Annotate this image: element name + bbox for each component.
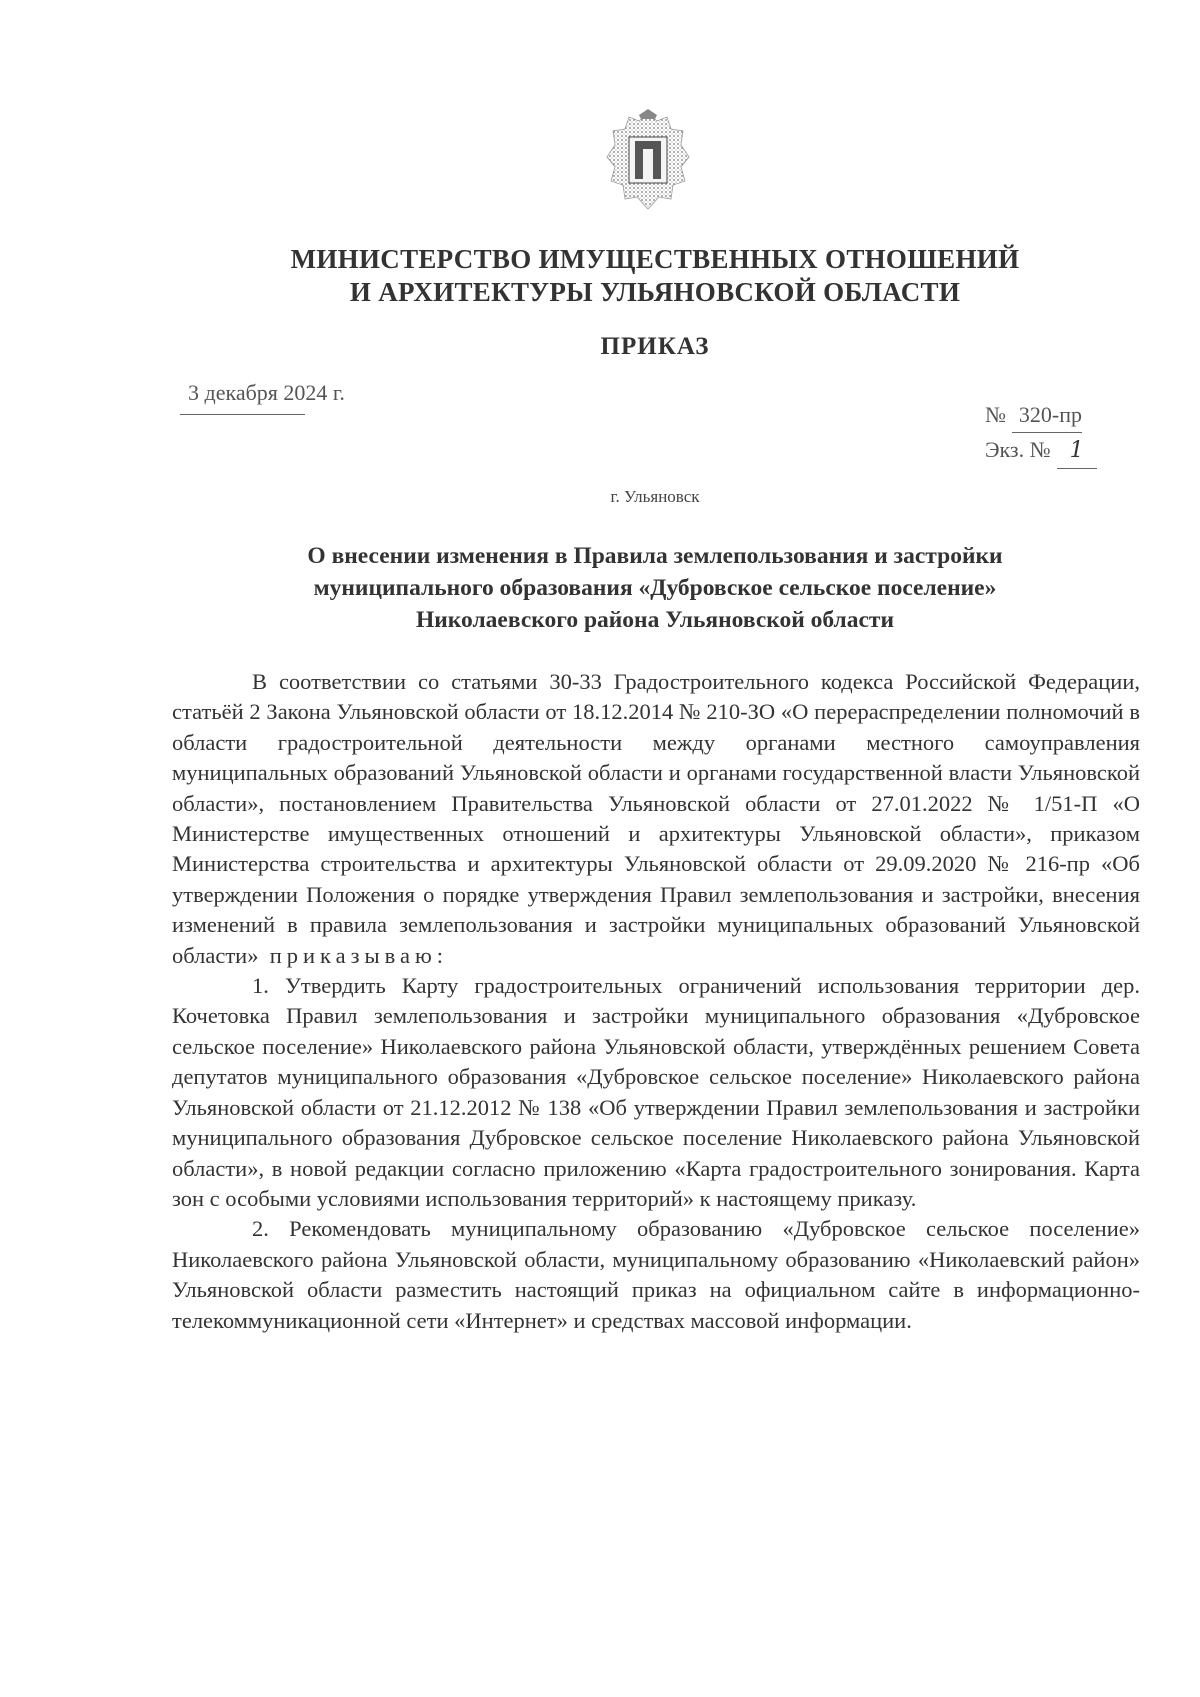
copy-label: Экз. № [985, 437, 1051, 462]
item-2-paragraph: 2. Рекомендовать муниципальному образованию «Дубровское сельское поселение» Николаевского района Ульяновской области, муниципальному образованию «Николаевский район» Ульяновской области разместить настоящий приказ на официальном сайте в информационно-телекоммуникационной сети «Интернет» и средствах массовой информации. [172, 1216, 1140, 1333]
preamble-text: В соответствии со статьями 30-33 Градостроительного кодекса Российской Федерации, статьёй 2 Закона Ульяновской области от 18.12.2014 № 210-ЗО «О перераспределении полномочий в области градостроительной деятельности между органами местного самоуправления муниципальных образований Ульяновской области и органами государственной власти Ульяновской области», постановлением Правительства Ульяновской области от 27.01.2022 № 1/51-П «О Министерстве имущественных отношений и архитектуры Ульяновской области», приказом Министерства строительства и архитектуры Ульяновской области от 29.09.2020 № 216-пр «Об утверждении Положения о порядке утверждения Правил землепользования и застройки, внесения изменений в правила землепользования и застройки муниципальных образований Ульяновской области» [172, 669, 1140, 968]
item-1-paragraph: 1. Утвердить Карту градостроительных ограничений использования территории дер. Кочетовка Правил землепользования и застройки муниципального образования «Дубровское сельское поселение» Николаевского района Ульяновской области, утверждённых решением Совета депутатов муниципального образования «Дубровское сельское поселение» Николаевского района Ульяновской области от 21.12.2012 № 138 «Об утверждении Правил землепользования и застройки муниципального образования Дубровское сельское поселение Николаевского района Ульяновской области», в новой редакции согласно приложению «Карта градостроительного зонирования. Карта зон с особыми условиями использования территорий» к настоящему приказу. [172, 973, 1140, 1211]
organization-name [160, 243, 1150, 309]
organization-line-2: И АРХИТЕКТУРЫ УЛЬЯНОВСКОЙ ОБЛАСТИ [349, 277, 961, 307]
document-title [160, 540, 1150, 636]
preamble-paragraph [172, 667, 1140, 971]
date-underline [180, 414, 305, 415]
document-body [172, 667, 1140, 1336]
title-line-3: Николаевского района Ульяновской области [415, 607, 895, 633]
document-number-block [985, 398, 1097, 469]
document-date: 3 декабря 2024 г. [188, 380, 345, 405]
document-type: ПРИКАЗ [600, 333, 710, 360]
title-line-1: О внесении изменения в Правила землепользования и застройки [307, 543, 1003, 569]
number-label: № [985, 402, 1006, 427]
coat-of-arms-icon [605, 107, 691, 215]
copy-number: 1 [1057, 434, 1097, 469]
city: г. Ульяновск [610, 487, 700, 506]
copy-row [985, 433, 1097, 469]
organization-line-1: МИНИСТЕРСТВО ИМУЩЕСТВЕННЫХ ОТНОШЕНИЙ [290, 244, 1020, 274]
title-line-2: муниципального образования «Дубровское сельское поселение» [313, 575, 997, 601]
number-row [985, 398, 1097, 433]
document-number: 320-пр [1012, 398, 1082, 433]
order-word: приказываю: [269, 942, 449, 968]
